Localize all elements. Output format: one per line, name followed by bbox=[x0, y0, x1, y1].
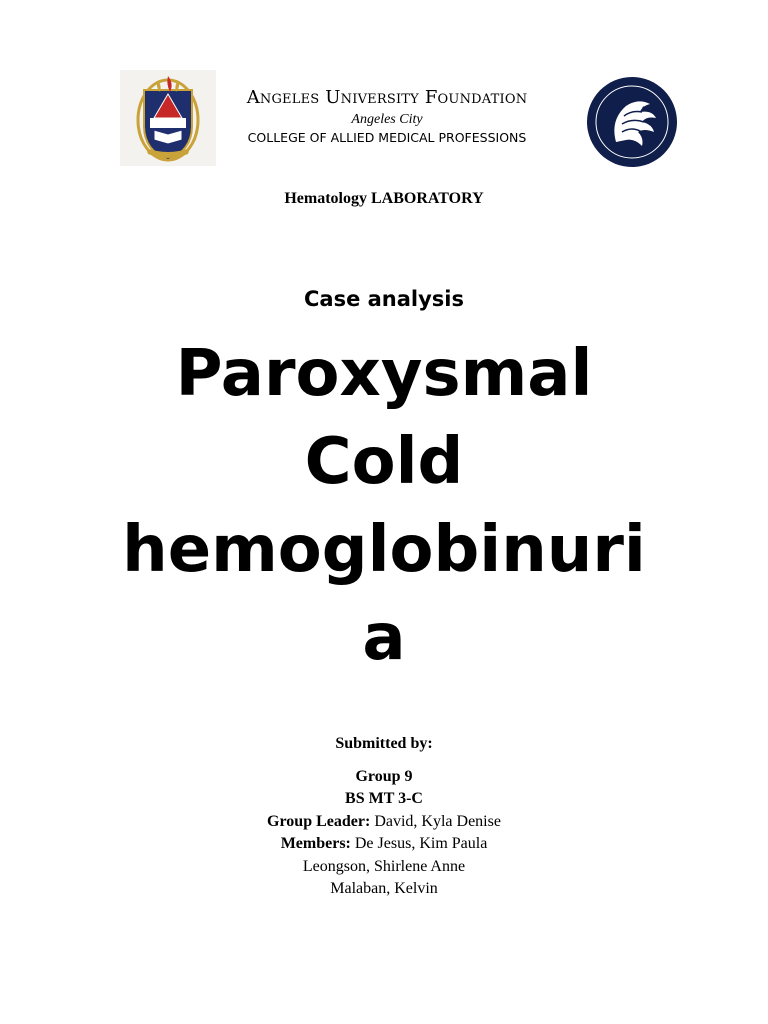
document-header bbox=[0, 0, 768, 180]
member-name: De Jesus, Kim Paula bbox=[354, 835, 488, 852]
member-name: Malaban, Kelvin bbox=[330, 880, 438, 897]
group-leader-name: David, Kyla Denise bbox=[374, 812, 501, 830]
submission-block bbox=[0, 733, 768, 901]
falcon-emblem-icon bbox=[586, 76, 678, 168]
document-title bbox=[96, 330, 672, 682]
case-analysis-label: Case analysis bbox=[303, 287, 464, 311]
member-name: Leongson, Shirlene Anne bbox=[302, 857, 466, 875]
laboratory-title: Hematology LABORATORY bbox=[284, 190, 484, 207]
title-line-1: Paroxysmal bbox=[175, 337, 593, 411]
group-number: Group 9 bbox=[355, 767, 413, 785]
group-leader-line bbox=[0, 811, 768, 834]
course-section: BS MT 3-C bbox=[345, 790, 423, 807]
members-line bbox=[0, 833, 768, 856]
title-line-3: hemoglobinuri bbox=[122, 513, 646, 587]
group-leader-label: Group Leader: bbox=[267, 812, 371, 830]
college-name: COLLEGE OF ALLIED MEDICAL PROFESSIONS bbox=[247, 130, 527, 145]
members-label: Members: bbox=[280, 835, 351, 852]
university-seal-icon bbox=[120, 70, 216, 166]
university-heading bbox=[217, 86, 557, 147]
university-name: Angeles University Foundation bbox=[246, 87, 528, 108]
title-line-2: Cold bbox=[304, 425, 464, 499]
college-emblem-logo bbox=[586, 76, 678, 168]
university-city: Angeles City bbox=[351, 112, 423, 127]
university-seal-logo bbox=[120, 70, 216, 166]
title-line-4: a bbox=[362, 601, 406, 675]
submitted-by-heading: Submitted by: bbox=[335, 735, 433, 752]
